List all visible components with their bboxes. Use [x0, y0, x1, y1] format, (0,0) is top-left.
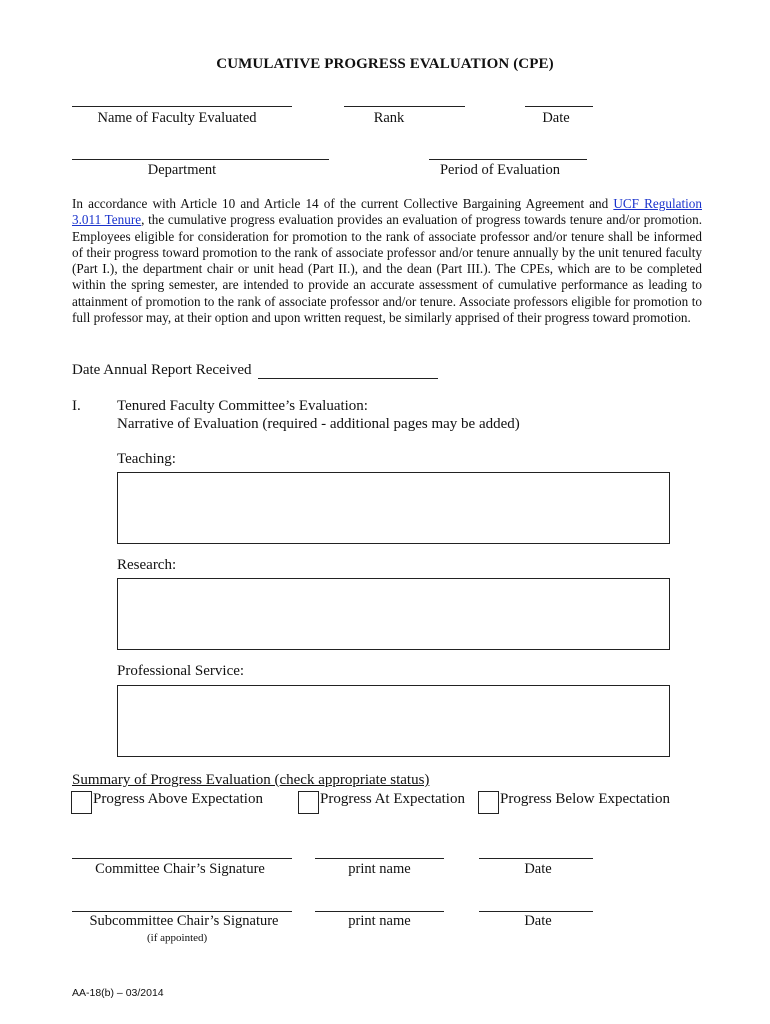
- subcommittee-print-name-label: print name: [348, 913, 411, 929]
- rank-line[interactable]: [344, 106, 465, 107]
- at-expectation-label: Progress At Expectation: [320, 791, 465, 807]
- below-expectation-label: Progress Below Expectation: [500, 791, 670, 807]
- section-numeral: I.: [72, 398, 81, 414]
- subcommittee-date-label: Date: [524, 913, 552, 929]
- faculty-name-line[interactable]: [72, 106, 292, 107]
- annual-report-line[interactable]: [258, 378, 438, 379]
- date-label: Date: [542, 110, 570, 126]
- committee-print-name-line[interactable]: [315, 858, 444, 859]
- faculty-name-label: Name of Faculty Evaluated: [97, 110, 257, 126]
- if-appointed-note: (if appointed): [147, 932, 208, 944]
- service-textbox[interactable]: [117, 685, 670, 757]
- section-heading: Tenured Faculty Committee’s Evaluation:: [117, 398, 368, 414]
- committee-date-line[interactable]: [479, 858, 593, 859]
- committee-date-label: Date: [524, 861, 552, 877]
- department-label: Department: [147, 162, 217, 178]
- period-line[interactable]: [429, 159, 587, 160]
- subcommittee-date-line[interactable]: [479, 911, 593, 912]
- committee-chair-label: Committee Chair’s Signature: [95, 861, 265, 877]
- form-code-footer: AA-18(b) – 03/2014: [72, 987, 164, 999]
- teaching-textbox[interactable]: [117, 472, 670, 544]
- committee-chair-signature-line[interactable]: [72, 858, 292, 859]
- summary-label: Summary of Progress Evaluation (check appropriate status): [72, 772, 430, 788]
- above-expectation-checkbox[interactable]: [71, 791, 92, 814]
- at-expectation-checkbox[interactable]: [298, 791, 319, 814]
- form-title: CUMULATIVE PROGRESS EVALUATION (CPE): [216, 56, 554, 72]
- above-expectation-label: Progress Above Expectation: [93, 791, 263, 807]
- intro-paragraph: [72, 196, 702, 326]
- subcommittee-print-name-line[interactable]: [315, 911, 444, 912]
- period-label: Period of Evaluation: [439, 162, 560, 178]
- intro-text-before: In accordance with Article 10 and Article 14 of the current Collective Bargaining Agreement and: [72, 196, 614, 211]
- below-expectation-checkbox[interactable]: [478, 791, 499, 814]
- ucf-regulation-link[interactable]: UCF Regulation 3.011 Tenure: [72, 196, 702, 228]
- section-subheading: Narrative of Evaluation (required - additional pages may be added): [117, 416, 520, 432]
- rank-label: Rank: [373, 110, 405, 126]
- annual-report-label: Date Annual Report Received: [72, 362, 252, 378]
- subcommittee-chair-label: Subcommittee Chair’s Signature: [89, 913, 279, 929]
- department-line[interactable]: [72, 159, 329, 160]
- research-label: Research:: [117, 557, 177, 573]
- date-line[interactable]: [525, 106, 593, 107]
- service-label: Professional Service:: [117, 663, 245, 679]
- subcommittee-chair-signature-line[interactable]: [72, 911, 292, 912]
- intro-text-after: , the cumulative progress evaluation provides an evaluation of progress towards tenure and/or promotion. Employees eligible for consideration for promotion to the rank of associate professor and/or tenure shall be informed of their progress toward promotion to the rank of associate professor and/or tenure annually by the unit tenured faculty (Part I.), the department chair or unit head (Part II.), and the dean (Part III.). The CPEs, which are to be completed within the spring semester, are intended to provide an accurate assessment of cumulative performance as leading to attainment of promotion to the rank of associate professor and/or tenure. Associate professors eligible for promotion to full professor may, at their option and upon written request, be similarly apprised of their progress toward promotion.: [72, 212, 702, 326]
- teaching-label: Teaching:: [117, 451, 176, 467]
- committee-print-name-label: print name: [348, 861, 411, 877]
- research-textbox[interactable]: [117, 578, 670, 650]
